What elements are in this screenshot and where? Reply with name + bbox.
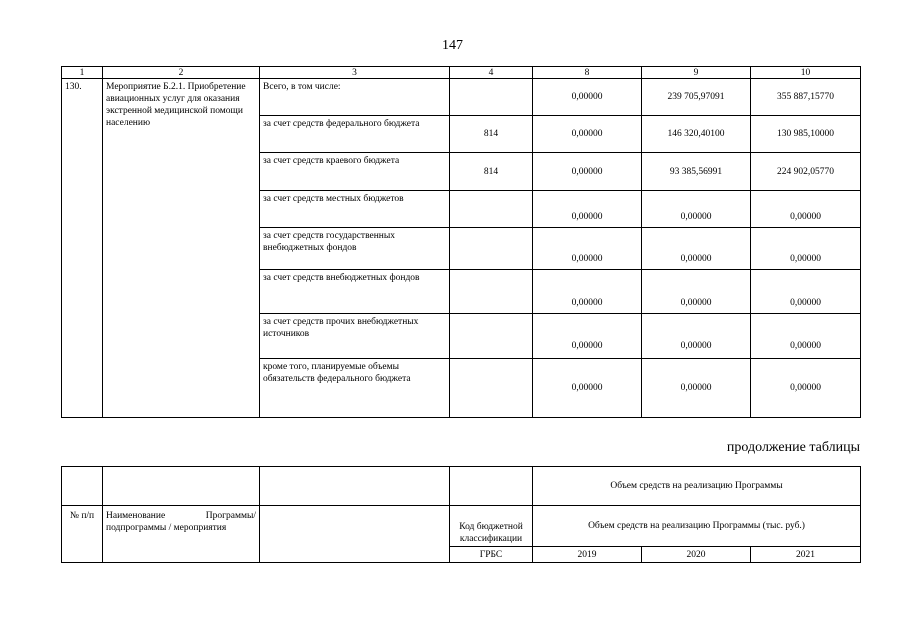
column-number: 3 <box>260 67 450 79</box>
value-2020: 0,00000 <box>642 228 751 270</box>
value-2020: 239 705,97091 <box>642 79 751 116</box>
column-number: 9 <box>642 67 751 79</box>
name-header: Наименование Программы/ подпрограммы / мероприятия <box>103 506 260 563</box>
column-number: 1 <box>62 67 103 79</box>
value-2021: 224 902,05770 <box>751 153 861 191</box>
budget-code <box>450 191 533 228</box>
value-2020: 0,00000 <box>642 270 751 314</box>
funding-thousand-rub-header: Объем средств на реализацию Программы (тыс. руб.) <box>533 506 861 547</box>
budget-code: 814 <box>450 153 533 191</box>
table-row <box>62 79 861 116</box>
value-2021: 0,00000 <box>751 270 861 314</box>
value-2021: 130 985,10000 <box>751 116 861 153</box>
budget-code: 814 <box>450 116 533 153</box>
funding-source: за счет средств местных бюджетов <box>260 191 450 228</box>
row-number: 130. <box>62 79 103 418</box>
year-header: 2020 <box>642 547 751 563</box>
value-2020: 146 320,40100 <box>642 116 751 153</box>
value-2019: 0,00000 <box>533 359 642 418</box>
continuation-label: продолжение таблицы <box>726 440 860 455</box>
empty-cell <box>450 467 533 506</box>
budget-code <box>450 79 533 116</box>
header-row <box>62 467 861 506</box>
value-2019: 0,00000 <box>533 191 642 228</box>
year-header: 2019 <box>533 547 642 563</box>
value-2019: 0,00000 <box>533 314 642 359</box>
value-2021: 0,00000 <box>751 359 861 418</box>
value-2019: 0,00000 <box>533 153 642 191</box>
budget-code-header: Код бюджетной классификации <box>450 506 533 547</box>
budget-code <box>450 359 533 418</box>
column-number: 4 <box>450 67 533 79</box>
funding-source: за счет средств внебюджетных фондов <box>260 270 450 314</box>
continuation-header-table <box>61 466 861 563</box>
budget-code <box>450 228 533 270</box>
value-2019: 0,00000 <box>533 228 642 270</box>
value-2021: 0,00000 <box>751 314 861 359</box>
budget-code <box>450 270 533 314</box>
header-row <box>62 506 861 547</box>
funding-source: Всего, в том числе: <box>260 79 450 116</box>
funding-source: за счет средств государственных внебюджетных фондов <box>260 228 450 270</box>
grbs-header: ГРБС <box>450 547 533 563</box>
value-2019: 0,00000 <box>533 116 642 153</box>
budget-table <box>61 66 861 418</box>
funding-source: за счет средств прочих внебюджетных источников <box>260 314 450 359</box>
column-number: 10 <box>751 67 861 79</box>
value-2021: 355 887,15770 <box>751 79 861 116</box>
column-number: 8 <box>533 67 642 79</box>
empty-cell <box>103 467 260 506</box>
column-number-row <box>62 67 861 79</box>
value-2019: 0,00000 <box>533 270 642 314</box>
column-number: 2 <box>103 67 260 79</box>
funding-source: за счет средств краевого бюджета <box>260 153 450 191</box>
event-name: Мероприятие Б.2.1. Приобретение авиационных услуг для оказания экстренной медицинской помощи населению <box>103 79 260 418</box>
budget-code <box>450 314 533 359</box>
program-funding-header: Объем средств на реализацию Программы <box>533 467 861 506</box>
number-header: № п/п <box>62 506 103 563</box>
empty-cell <box>260 506 450 563</box>
value-2019: 0,00000 <box>533 79 642 116</box>
year-header: 2021 <box>751 547 861 563</box>
empty-cell <box>62 467 103 506</box>
value-2021: 0,00000 <box>751 191 861 228</box>
value-2020: 0,00000 <box>642 191 751 228</box>
value-2020: 93 385,56991 <box>642 153 751 191</box>
value-2020: 0,00000 <box>642 359 751 418</box>
page-number: 147 <box>442 38 463 53</box>
empty-cell <box>260 467 450 506</box>
funding-source: за счет средств федерального бюджета <box>260 116 450 153</box>
funding-source: кроме того, планируемые объемы обязательств федерального бюджета <box>260 359 450 418</box>
value-2020: 0,00000 <box>642 314 751 359</box>
value-2021: 0,00000 <box>751 228 861 270</box>
